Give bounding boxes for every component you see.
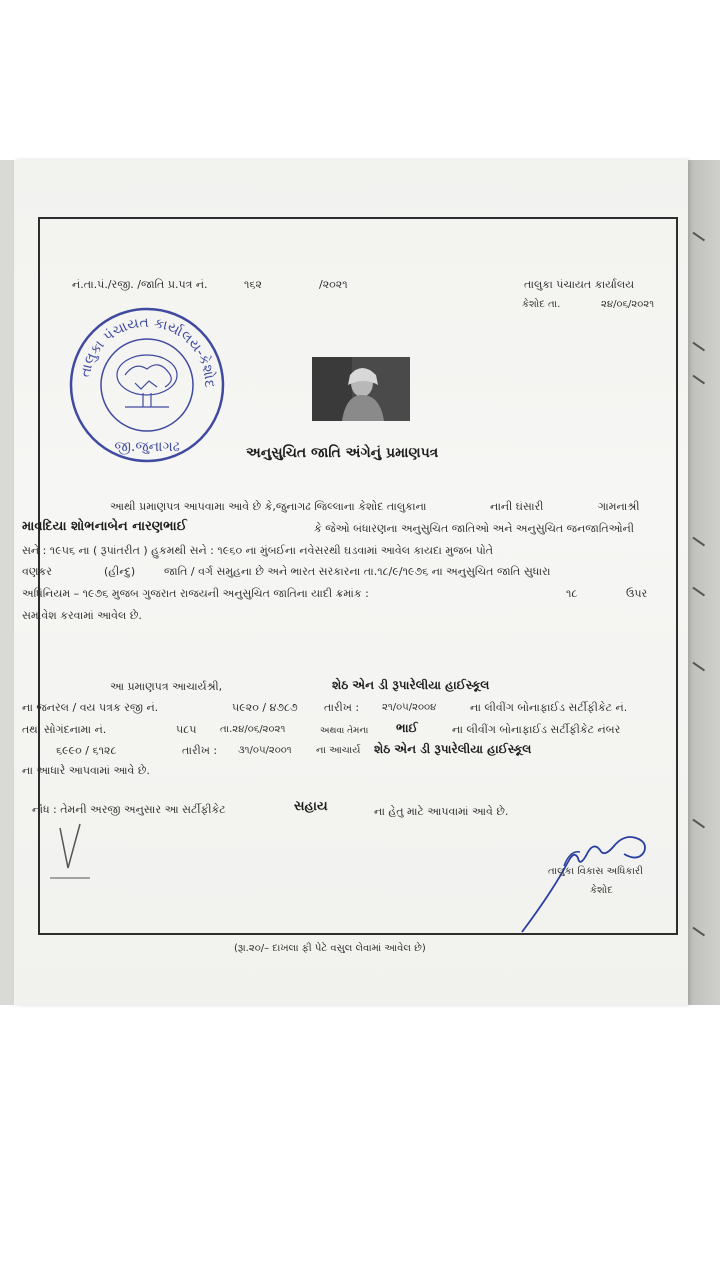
body-line-1-end: ગામનાશ્રી [598, 500, 640, 513]
note-suffix: ના હેતુ માટે આપવામાં આવે છે. [374, 805, 509, 818]
seal-ring-text: તાલુકા પંચાયત કાર્યાલય-કેશોદ [77, 314, 218, 388]
affidavit-number: ૫૮૫ [176, 723, 197, 736]
village-name: નાની ઘંસારી [490, 500, 544, 513]
office-date: ૨૪/૦૬/૨૦૨૧ [601, 299, 655, 310]
basis-line-4: ના આચાર્ય [316, 745, 361, 756]
body-line-6: સમાવેશ કરવામાં આવેલ છે. [22, 609, 142, 622]
basis-line-1: આ પ્રમાણપત્ર આચાર્યશ્રી, [110, 680, 223, 693]
person-name: માવદિયા શોભનાબેન નારણભાઈ [22, 519, 187, 534]
register-date: ૨૧/૦૫/૨૦૦૪ [382, 702, 437, 713]
list-serial-number: ૧૮ [566, 587, 578, 600]
body-line-3: સને : ૧૯૫૬ ના ( રૂપાંતરીત ) હુકમથી સને : ૧૯૬૦ ના મુંબઈના નવેસરથી ઘડવામાં આવેલ કાયદા મુજબ પોતે [22, 544, 494, 557]
office-name: તાલુકા પંચાયત કાર્યાલય [524, 278, 635, 291]
signatory-title: તાલુકા વિકાસ અધિકારી [548, 866, 643, 877]
body-line-2: કે જેઓ બંધારણના અનુસુચિત જાતિઓ અને અનુસુચિત જનજાતિઓની [314, 522, 634, 535]
caste-name: વણકર [22, 565, 52, 578]
official-seal [67, 305, 227, 465]
note-purpose: સહાય [294, 799, 328, 814]
tree-emblem-icon [117, 355, 177, 407]
body-line-4: જાતિ / વર્ગ સમુહના છે અને ભારત સરકારના તા.૧૮/૯/૧૯૭૬ ના અનુસુચિત જાતિ સુધારા [164, 565, 551, 578]
school-name: શેઠ એન ડી રૂપારેલીયા હાઈસ્કૂલ [332, 678, 490, 692]
note-label: નોંધ : તેમની અરજી અનુસાર આ સર્ટીફીકેટ [32, 803, 226, 816]
check-mark-icon [50, 820, 100, 880]
applicant-photo [312, 357, 410, 421]
register-date-label: તારીખ : [324, 701, 360, 714]
signatory-place: કેશોદ [590, 885, 613, 896]
basis-line-3: તથા સોગંદનામા નં. [22, 723, 107, 736]
reference-label: નં.તા.પં./રજી. /જાતિ પ્ર.પત્ર નં. [72, 278, 208, 291]
paper-stack-edge [686, 160, 720, 1005]
reference-number: ૧૬૨ [244, 278, 263, 291]
certificate-title: અનુસુચિત જાતિ અંગેનું પ્રમાણપત્ર [246, 445, 439, 461]
school-name-2: શેઠ એન ડી રૂપારેલીયા હાઈસ્કૂલ [374, 742, 532, 756]
certificate-paper [14, 160, 688, 1005]
certificate-date: ૩૧/૦૫/૨૦૦૧ [238, 745, 292, 756]
basis-line-3-end: ના લીવીંગ બોનાફાઈડ સર્ટીફીકેટ નંબર [452, 723, 621, 736]
affidavit-date: તા.૨૪/૦૬/૨૦૨૧ [220, 724, 286, 735]
relation: ભાઈ [396, 721, 418, 735]
body-line-5-end: ઉપર [626, 587, 648, 600]
religion: (હીન્દુ) [104, 565, 136, 578]
body-line-5: અધિનિયમ – ૧૯૭૬ મુજબ ગુજરાત રાજયની અનુસુચિત જાતિના યાદી ક્રમાંક : [22, 587, 369, 600]
basis-line-2: ના જનરલ / વય પત્રક રજી નં. [22, 701, 159, 714]
body-line-1: આથી પ્રમાણપત્ર આપવામા આવે છે કે,જુનાગઢ જિલ્લાના કેશોદ તાલુકાના [110, 500, 427, 513]
certificate-number: ૬૯૯૦ / ૬૧૨૮ [56, 744, 117, 757]
seal-district-text: જી.જુનાગઢ [114, 439, 180, 455]
certificate-date-label: તારીખ : [182, 744, 218, 757]
basis-line-5: ના આધારે આપવામાં આવે છે. [22, 764, 150, 777]
basis-line-2-end: ના લીવીંગ બોનાફાઈડ સર્ટીફીકેટ નં. [470, 701, 628, 714]
basis-or-label: અથવા તેમના [320, 726, 369, 736]
register-number: ૫૯૨૦ / ૪૭૮૭ [232, 701, 298, 714]
fee-footer: (રૂા.૨૦/– દાખલા ફી પેટે વસુલ લેવામાં આવેલ છે) [234, 943, 426, 954]
office-place: કેશોદ તા. [522, 299, 561, 310]
reference-year: /૨૦૨૧ [319, 278, 348, 291]
